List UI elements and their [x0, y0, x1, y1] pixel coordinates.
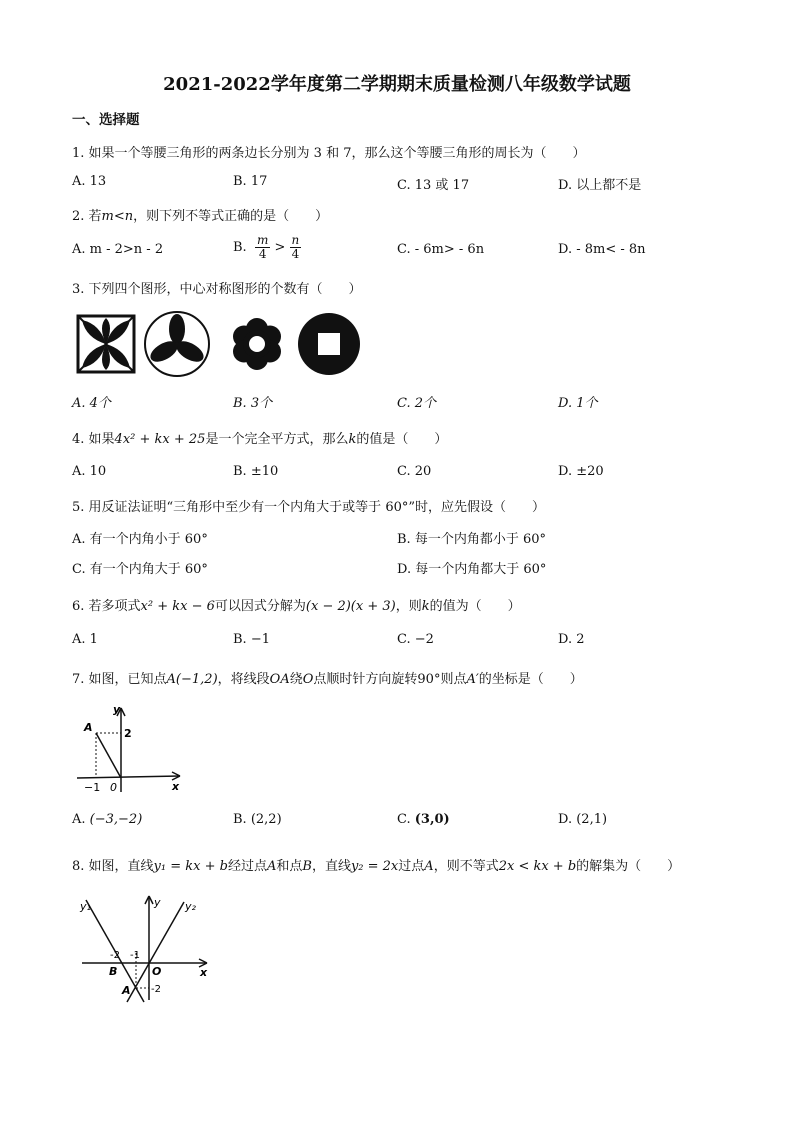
q7-option-c: C. (3,0) [397, 812, 450, 827]
q6-option-a: A. 1 [72, 632, 98, 647]
figure-square-petals [78, 316, 134, 372]
question-4-text: 4. 如果4x² + kx + 25是一个完全平方式，那么k的值是（ ） [72, 432, 448, 447]
q7-label-x: x [172, 780, 180, 793]
q3-option-c: C. 2个 [397, 396, 437, 411]
q8-label-neg1: -1 [130, 950, 140, 961]
q6-option-c: C. −2 [397, 632, 434, 647]
q8-label-neg2: -2 [110, 950, 120, 961]
q6-option-b: B. −1 [233, 632, 270, 647]
q5-option-c: C. 有一个内角大于 60° [72, 562, 208, 577]
question-7-text: 7. 如图，已知点A(−1,2)，将线段OA绕O点顺时针方向旋转90°则点A′的坐标是（ ） [72, 672, 583, 687]
q2-option-d: D. - 8m< - 8n [558, 242, 646, 257]
page-title: 2021-2022学年度第二学期期末质量检测八年级数学试题 [163, 74, 631, 95]
q8-label-x: x [200, 966, 208, 979]
q2-option-a: A. m - 2>n - 2 [72, 242, 164, 257]
q7-option-b: B. (2,2) [233, 812, 282, 827]
q8-label-a: A [122, 984, 131, 997]
q3-option-b: B. 3个 [233, 396, 273, 411]
question-1-text: 1. 如果一个等腰三角形的两条边长分别为 3 和 7，那么这个等腰三角形的周长为（ ） [72, 146, 586, 161]
q7-label-y: y [113, 703, 121, 716]
q7-option-a: A. (−3,−2) [72, 812, 143, 827]
q8-label-neg2b: -2 [151, 984, 161, 995]
q8-label-y2: y₂ [185, 900, 196, 913]
q1-option-d: D. 以上都不是 [558, 178, 642, 193]
figure-circle-three-petals [145, 312, 209, 376]
q4-option-c: C. 20 [397, 464, 432, 479]
figure-flower [233, 318, 281, 370]
q2-option-b: B. $\frac{m}{4}$ > $\frac{n}{4}$ [233, 233, 300, 261]
question-6-text: 6. 若多项式x² + kx − 6可以因式分解为(x − 2)(x + 3)，则k的值为（ ） [72, 599, 521, 614]
q4-option-d: D. ±20 [558, 464, 604, 479]
q1-option-a: A. 13 [72, 174, 107, 189]
q7-option-d: D. (2,1) [558, 812, 608, 827]
q3-option-a: A. 4个 [72, 396, 111, 411]
question-2-text: 2. 若m<n，则下列不等式正确的是（ ） [72, 209, 329, 224]
q8-label-y: y [154, 896, 161, 909]
q7-label-a: A [84, 721, 93, 734]
q7-label-2: 2 [124, 727, 132, 740]
q8-figure [72, 888, 217, 1008]
q4-option-a: A. 10 [72, 464, 107, 479]
question-3-text: 3. 下列四个图形，中心对称图形的个数有（ ） [72, 282, 362, 297]
q8-label-y1: y₁ [80, 900, 91, 913]
q3-option-d: D. 1个 [558, 396, 598, 411]
q1-option-b: B. 17 [233, 174, 268, 189]
q2-option-c: C. - 6m> - 6n [397, 242, 485, 257]
q5-option-b: B. 每一个内角都小于 60° [397, 532, 546, 547]
q7-label-0: 0 [110, 781, 117, 794]
q5-option-a: A. 有一个内角小于 60° [72, 532, 208, 547]
question-5-text: 5. 用反证法证明“三角形中至少有一个内角大于或等于 60°”时，应先假设（ ） [72, 500, 546, 515]
q6-option-d: D. 2 [558, 632, 585, 647]
q4-option-b: B. ±10 [233, 464, 279, 479]
question-8-text: 8. 如图，直线y₁ = kx + b经过点A和点B，直线y₂ = 2x过点A，则不等式2x < kx + b的解集为（ ） [72, 859, 681, 874]
q5-option-d: D. 每一个内角都大于 60° [397, 562, 547, 577]
q3-figures [72, 310, 372, 380]
q8-label-o: O [152, 965, 162, 978]
q8-label-b: B [109, 965, 118, 978]
section-heading: 一、选择题 [72, 112, 140, 128]
figure-coin [298, 313, 360, 375]
q1-option-c: C. 13 或 17 [397, 178, 470, 193]
q7-label-neg1: −1 [84, 781, 101, 794]
q7-figure [72, 700, 187, 795]
